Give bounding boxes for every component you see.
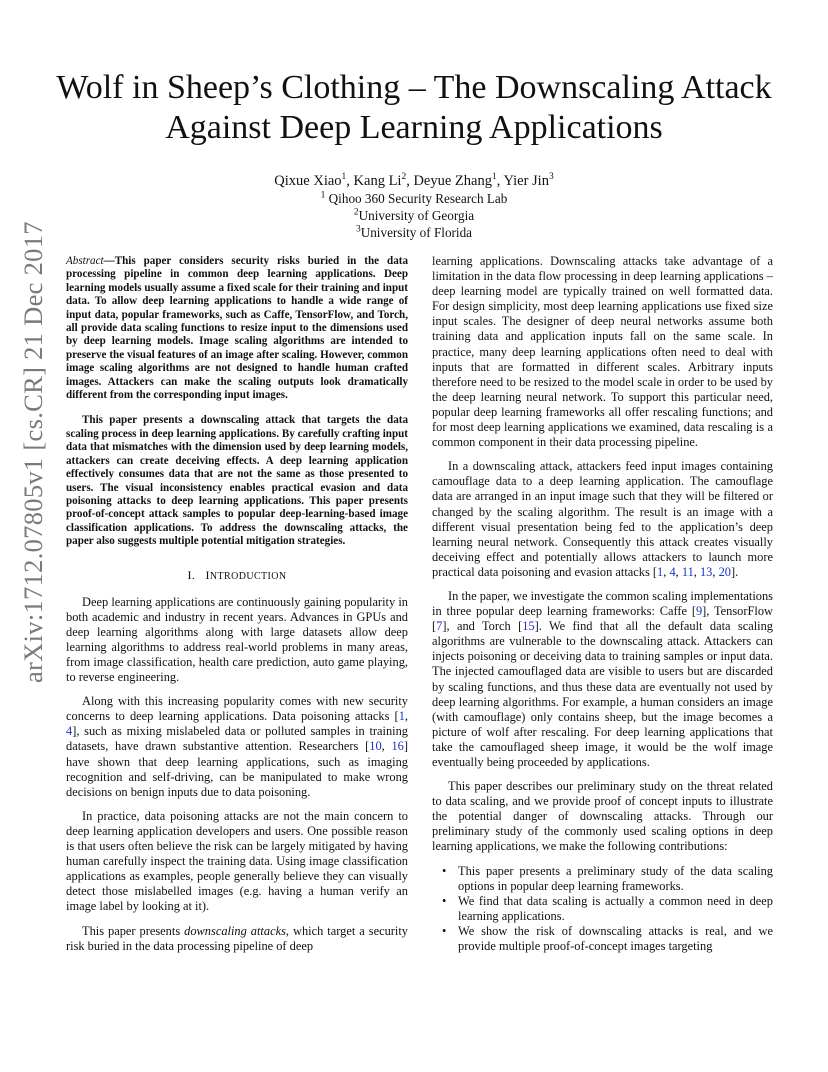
affiliation-mark: 3 [355,224,361,235]
author-separator: , [346,173,354,189]
section-title-rest: NTRODUCTION [209,570,287,582]
right-paragraph-3 [432,589,773,770]
text-run: ]. [730,564,739,579]
abstract-text: This paper considers security risks buried in the data processing pipeline in common deep learning applications. Deep learning models usually assume a fixed scale for their training and input data. To allow deep learning applications to handle a wide range of input data, popular frameworks, such as Caffe, TensorFlow, and Torch, all provide data scaling functions to resize input to the dimensions used by deep learning models. Image scaling algorithms are intended to preserve the visual features of an image after scaling. However, common image scaling algorithms are not designed to handle human crafted images. Attackers can make the scaling outputs look dramatically different from the corresponding input images. [66,255,408,402]
citation-link[interactable]: 9 [695,604,703,619]
author-separator: , [496,173,504,189]
author-affiliation-mark: 3 [548,172,554,183]
contributions-list [432,864,773,955]
affiliation [100,224,728,241]
list-item [442,924,773,954]
author-name: Kang Li [353,173,402,189]
right-paragraph-1: learning applications. Downscaling attacks take advantage of a limitation in the data flow processing in deep learning applications – deep learning model are typically trained on well formatted data. For design simplicity, most deep learning applications use fixed size input scales. The designer of deep neural networks assume both training data and application inputs fall on the same scale. In practice, many deep learning applications often need to deal with inputs that are formatted in different scales. Arbitrary inputs therefore need to be resized to the model scale in order to be used by the deep learning neural network. To support this particular need, popular deep learning frameworks all offer rescaling functions; and for most deep learning applications we examined, data rescaling is a common component in their data processing pipeline. [432,254,773,450]
affiliation-text: University of Georgia [358,208,475,223]
list-item-text: This paper presents a preliminary study of the data scaling options in popular deep learning frameworks. [458,863,773,893]
author-separator: , [406,173,414,189]
text-run: This paper presents [82,923,185,938]
author-affiliation-mark: 2 [401,172,407,183]
section-title-initial: I [205,567,210,582]
citation-link[interactable]: 7 [436,619,443,634]
affiliation-mark: 2 [353,207,359,218]
author-name: Deyue Zhang [413,173,492,189]
abstract-lead: Abstract [66,255,104,267]
affiliation-text: University of Florida [360,225,473,240]
citation-link[interactable]: 20 [718,564,731,579]
title-line-2: Against Deep Learning Applications [165,109,663,146]
list-item-text: We find that data scaling is actually a common need in deep learning applications. [458,893,773,923]
citation-link[interactable]: 4 [669,564,676,579]
author-affiliation-mark: 1 [491,172,497,183]
abstract-paragraph-1 [66,255,408,402]
abstract-dash: — [103,255,115,267]
author-name: Qixue Xiao [274,173,342,189]
bullet-icon: • [442,923,447,938]
text-run: In the paper, we investigate the common scaling implementations in three popular deep learning frameworks: Caffe [ [432,588,773,619]
abstract-paragraph-2: This paper presents a downscaling attack that targets the data scaling process in deep learning applications. By carefully crafting input data that mismatches with the dimension used by deep learning models, attackers can create deceiving effects. A deep learning application effectively consumes data that are not the same as those presented to users. The visual inconsistency enables practical evasion and data poisoning attacks to deep learning applications. This paper presents proof-of-concept attack samples to popular deep-learning-based image classification applications. To address the downscaling attacks, the paper also suggests multiple potential mitigation strategies. [66,414,408,548]
intro-paragraph-2 [66,694,408,800]
text-run: ] have shown that deep learning applications, such as imaging recognition and self-driving, can be manipulated to make wrong decisions on benign inputs due to data poisoning. [66,739,408,799]
citation-link[interactable]: 10 [369,739,382,754]
right-column [432,254,773,954]
left-column [66,255,408,963]
text-run: ], TensorFlow [ [432,604,773,634]
text-run: , which target a security risk buried in the data processing pipeline of deep [66,923,408,953]
text-run: Along with this increasing popularity comes with new security concerns to deep learning applications. Data poisoning attacks [ [66,694,408,724]
emphasis-text: downscaling attacks [184,923,286,938]
section-number: I. [187,567,196,582]
citation-link[interactable]: 11 [681,564,694,579]
right-paragraph-4: This paper describes our preliminary study on the threat related to data scaling, and we provide proof of concept inputs to illustrate the potential danger of downscaling attacks. Through our preliminary study of the commonly used scaling options in deep learning applications, we make the following contributions: [432,779,773,854]
list-item-text: We show the risk of downscaling attacks is real, and we provide multiple proof-of-concept images targeting [458,923,773,954]
title-line-1: Wolf in Sheep’s Clothing – The Downscaling Attack [56,69,772,106]
paper-title [40,68,788,148]
citation-link[interactable]: 4 [66,724,73,739]
author-name: Yier Jin [503,173,549,189]
affiliation [100,190,728,207]
intro-paragraph-1: Deep learning applications are continuously gaining popularity in both academic and industry in recent years. Advances in GPUs and deep learning algorithms along with large datasets allow deep learning algorithms to address real-world problems in many areas, from image classification, health care prediction, auto game playing, to reverse engineering. [66,594,408,685]
author-affiliation-mark: 1 [341,172,347,183]
intro-paragraph-4 [66,924,408,954]
affiliation-text: Qihoo 360 Security Research Lab [325,191,508,206]
citation-link[interactable]: 1 [657,564,664,579]
citation-link[interactable]: 15 [522,619,535,634]
text-run: In a downscaling attack, attackers feed input images containing camouflage data to a deep learning application. The camouflage data are arranged in an input image such that they will be filtered or changed by the scaling algorithm. The result is an image with a different visual presentation being fed to the application’s deep learning neural network. Consequently this attack creates visually deceiving effect and potentially allows attackers to launch more practical data poisoning and evasion attacks [ [432,459,773,579]
list-item [442,864,773,894]
list-item [442,894,773,924]
text-run: ], such as mixing mislabeled data or polluted samples in training datasets, have drawn substantive attention. Researchers [ [66,724,408,754]
citation-link[interactable]: 13 [699,564,713,579]
bullet-icon: • [442,863,447,878]
author-block [100,172,728,241]
arxiv-identifier-stamp: arXiv:1712.07805v1 [cs.CR] 21 Dec 2017 [18,221,48,683]
text-run: ], and Torch [ [442,619,523,634]
right-paragraph-2: In a downscaling attack, attackers feed input images containing camouflage data to a deep learning application. The camouflage data are arranged in an input image such that they will be filtered or changed by the scaling algorithm. The result is an image with a different visual presentation being fed to the application’s deep learning neural network. Consequently this attack creates visually deceiving effect and potentially allows attackers to launch more practical data poisoning and evasion attacks [1, 4, 11, 13, 20]. [432,459,773,579]
text-run: , [404,709,408,724]
affiliation-mark: 1 [320,190,326,201]
citation-link[interactable]: 16 [391,739,404,754]
affiliation [100,207,728,224]
text-run: , [381,739,392,754]
author-list [100,172,728,190]
intro-paragraph-3: In practice, data poisoning attacks are not the main concern to deep learning application developers and users. One possible reason is that users often believe the risk can be largely mitigated by having human carefully inspect the training data. Using image classification applications as examples, people generally believe they can visually detect those mislabelled images (e.g. having a human verify an image label by looking at it). [66,808,408,914]
bullet-icon: • [442,893,447,908]
section-heading-introduction [66,568,408,584]
text-run: ]. We find that all the default data scaling algorithms are vulnerable to the downscaling attack. Attackers can injects poisoning or deceiving data to training samples or input data. The injected camouflaged data are visible to users but are discarded by scaling functions, and thus these data are eventually not used by deep learning algorithms. For example, a human considers an image (with camouflage) only contains sheep, but the image becomes a picture of wolf after rescaling. For deep learning applications that take the camouflaged sheep image, it would be the wolf image eventually being proceeded by applications. [432,619,773,769]
citation-link[interactable]: 1 [398,709,405,724]
